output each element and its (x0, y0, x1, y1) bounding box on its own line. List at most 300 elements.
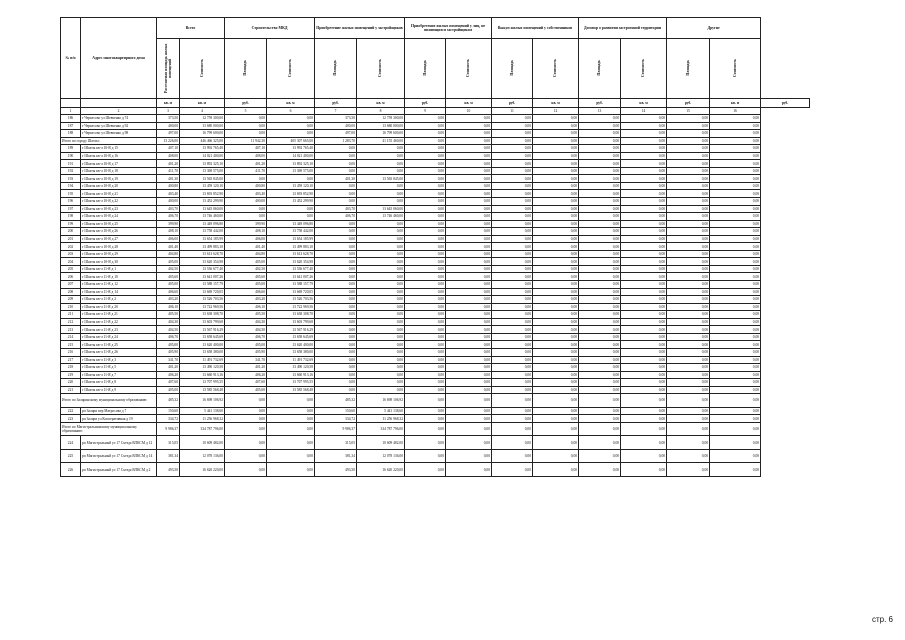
table-row (61, 386, 810, 394)
value-cell: 0,00 (710, 220, 761, 228)
table-row (61, 205, 810, 213)
value-cell: 16 799 600,00 (357, 130, 405, 138)
header-other-cost: Стоимость (710, 39, 761, 99)
value-cell: 0,00 (533, 356, 579, 364)
column-number: 12 (533, 108, 579, 115)
value-cell: 334,72 (157, 415, 180, 423)
value-cell: 13 638 308,70 (180, 311, 225, 319)
value-cell: 0,00 (492, 326, 533, 334)
value-cell: 0,00 (667, 407, 710, 415)
value-cell: 0,00 (315, 235, 357, 243)
row-number: 196 (61, 198, 81, 206)
value-cell: 0,00 (492, 130, 533, 138)
value-cell: 0,00 (405, 303, 446, 311)
value-cell: 5 441 138,60 (180, 407, 225, 415)
value-cell: 0,00 (446, 220, 492, 228)
row-number: 187 (61, 122, 81, 130)
value-cell: 0,00 (621, 364, 667, 372)
value-cell: 0,00 (405, 182, 446, 190)
row-number: 209 (61, 296, 81, 304)
value-cell: 0,00 (446, 364, 492, 372)
value-cell: 0,00 (405, 265, 446, 273)
subtotal-label: Итого по Заларинскому муниципальному образованию: (61, 394, 157, 408)
value-cell: 0,00 (405, 198, 446, 206)
value-cell: 13 722 969,56 (180, 303, 225, 311)
value-cell: 0,00 (621, 273, 667, 281)
value-cell: 0,00 (446, 213, 492, 221)
row-number: 211 (61, 311, 81, 319)
value-cell: 405,60 (225, 273, 267, 281)
value-cell: 0,00 (667, 311, 710, 319)
value-cell: 0,00 (267, 175, 315, 183)
value-cell: 399,90 (225, 220, 267, 228)
value-cell: 0,00 (579, 364, 621, 372)
value-cell: 0,00 (621, 449, 667, 463)
value-cell: 0,00 (667, 122, 710, 130)
value-cell: 0,00 (492, 386, 533, 394)
header-contract-cost: Стоимость (621, 39, 667, 99)
value-cell: 0,00 (533, 311, 579, 319)
value-cell: 0,00 (579, 326, 621, 334)
value-cell: 403,20 (225, 296, 267, 304)
value-cell: 0,00 (579, 182, 621, 190)
value-cell: 0,00 (225, 130, 267, 138)
value-cell: 11 491 732,69 (267, 356, 315, 364)
value-cell: 0,00 (579, 415, 621, 423)
table-row (61, 273, 810, 281)
value-cell: 0,00 (710, 145, 761, 153)
value-cell: 0,00 (357, 386, 405, 394)
value-cell: 0,00 (621, 407, 667, 415)
value-cell: 0,00 (710, 130, 761, 138)
column-number: 1 (61, 108, 81, 115)
value-cell: 0,00 (225, 122, 267, 130)
value-cell: 406,10 (157, 303, 180, 311)
row-number: 224 (61, 436, 81, 450)
value-cell: 13 660 913,16 (267, 371, 315, 379)
value-cell: 403,70 (157, 205, 180, 213)
value-cell: 0,00 (405, 243, 446, 251)
value-cell: 0,00 (579, 167, 621, 175)
column-number: 4 (180, 108, 225, 115)
value-cell: 0,00 (621, 137, 667, 145)
value-cell: 0,00 (533, 182, 579, 190)
value-cell: 406,70 (225, 333, 267, 341)
value-cell: 0,00 (667, 265, 710, 273)
address-cell: г Шахты кв-л 10-Я д 25 (81, 220, 157, 228)
value-cell: 0,00 (710, 281, 761, 289)
value-cell: 0,00 (267, 415, 315, 423)
column-number: 16 (710, 108, 761, 115)
value-cell: 0,00 (405, 311, 446, 319)
row-number: 195 (61, 190, 81, 198)
value-cell: 373,50 (315, 115, 357, 123)
value-cell: 405,00 (225, 386, 267, 394)
value-cell: 0,00 (267, 422, 315, 436)
row-number: 204 (61, 258, 81, 266)
value-cell: 0,00 (357, 364, 405, 372)
value-cell: 0,00 (533, 348, 579, 356)
value-cell: 0,00 (621, 160, 667, 168)
value-cell: 405,90 (225, 348, 267, 356)
value-cell: 0,00 (492, 422, 533, 436)
value-cell: 0,00 (357, 167, 405, 175)
table-row (61, 258, 810, 266)
value-cell: 0,00 (357, 281, 405, 289)
value-cell: 0,00 (357, 333, 405, 341)
table-row (61, 265, 810, 273)
value-cell: 402,50 (225, 265, 267, 273)
value-cell: 0,00 (533, 235, 579, 243)
value-cell: 0,00 (710, 326, 761, 334)
value-cell: 0,00 (710, 311, 761, 319)
value-cell: 0,00 (357, 311, 405, 319)
value-cell: 0,00 (492, 273, 533, 281)
value-cell: 406,70 (315, 213, 357, 221)
value-cell: 13 658 645,69 (267, 333, 315, 341)
value-cell: 0,00 (667, 137, 710, 145)
value-cell: 0,00 (667, 213, 710, 221)
value-cell: 407,10 (157, 145, 180, 153)
value-cell: 13 746 460,00 (357, 213, 405, 221)
value-cell: 404,50 (225, 326, 267, 334)
row-number: 206 (61, 273, 81, 281)
value-cell: 0,00 (621, 348, 667, 356)
value-cell: 0,00 (667, 130, 710, 138)
value-cell: 0,00 (405, 152, 446, 160)
column-number: 10 (446, 108, 492, 115)
value-cell: 0,00 (667, 167, 710, 175)
value-cell: 0,00 (492, 198, 533, 206)
value-cell: 0,00 (710, 463, 761, 477)
value-cell: 0,00 (710, 379, 761, 387)
value-cell: 0,00 (225, 463, 267, 477)
value-cell: 0,00 (533, 394, 579, 408)
value-cell: 0,00 (710, 175, 761, 183)
table-row (61, 228, 810, 236)
header-purchase-other: Приобретение жилых помещений у лиц, не являющихся застройщиком (405, 18, 492, 39)
value-cell: 0,00 (533, 145, 579, 153)
table-row (61, 318, 810, 326)
value-cell: 0,00 (710, 228, 761, 236)
value-cell: 0,00 (667, 115, 710, 123)
header-address: Адрес многоквартирного дома (81, 18, 157, 99)
value-cell: 0,00 (446, 422, 492, 436)
value-cell: 0,00 (446, 175, 492, 183)
value-cell: 0,00 (446, 356, 492, 364)
column-number: 11 (492, 108, 533, 115)
value-cell: 0,00 (667, 228, 710, 236)
value-cell: 0,00 (667, 326, 710, 334)
value-cell: 13 585 568,48 (180, 386, 225, 394)
value-cell: 13 526 703,56 (267, 296, 315, 304)
value-cell: 0,00 (667, 250, 710, 258)
value-cell: 0,00 (492, 394, 533, 408)
address-cell: г Шахты кв-л 11-Я д 22 (81, 318, 157, 326)
header-buyout-cost: Стоимость (533, 39, 579, 99)
value-cell: 0,00 (446, 265, 492, 273)
value-cell: 0,00 (315, 152, 357, 160)
value-cell: 485,32 (157, 394, 180, 408)
value-cell: 0,00 (667, 258, 710, 266)
value-cell: 0,00 (533, 463, 579, 477)
value-cell: 0,00 (579, 265, 621, 273)
value-cell: 0,00 (446, 122, 492, 130)
value-cell: 0,00 (533, 115, 579, 123)
value-cell: 0,00 (446, 152, 492, 160)
units-row (61, 99, 810, 108)
value-cell: 0,00 (446, 407, 492, 415)
value-cell: 150,60 (157, 407, 180, 415)
value-cell: 13 693 852,90 (180, 190, 225, 198)
value-cell: 0,00 (492, 250, 533, 258)
value-cell: 0,00 (579, 436, 621, 450)
page-number: стр. 6 (872, 615, 894, 624)
value-cell: 0,00 (405, 436, 446, 450)
value-cell: 400,80 (225, 182, 267, 190)
subtotal-row (61, 422, 810, 436)
row-number: 203 (61, 250, 81, 258)
value-cell: 0,00 (405, 288, 446, 296)
value-cell: 0,00 (710, 415, 761, 423)
value-cell: 0,00 (621, 243, 667, 251)
value-cell: 0,00 (710, 318, 761, 326)
value-cell: 0,00 (621, 296, 667, 304)
header-total: Всего (157, 18, 225, 39)
value-cell: 0,00 (225, 175, 267, 183)
value-cell: 0,00 (579, 228, 621, 236)
value-cell: 0,00 (533, 198, 579, 206)
value-cell: 0,00 (357, 348, 405, 356)
value-cell: 0,00 (579, 243, 621, 251)
header-other-area: Площадь (667, 39, 710, 99)
value-cell: 9 986,37 (157, 422, 180, 436)
header-other: Другие (667, 18, 761, 39)
value-cell: 13 620 400,00 (267, 341, 315, 349)
value-cell: 0,00 (446, 318, 492, 326)
address-cell: г Шахты кв-л 10-Я д 30 (81, 258, 157, 266)
value-cell: 0,00 (579, 213, 621, 221)
value-cell: 0,00 (533, 130, 579, 138)
value-cell: 0,00 (357, 356, 405, 364)
value-cell: 0,00 (315, 318, 357, 326)
value-cell: 0,00 (492, 145, 533, 153)
row-number: 188 (61, 130, 81, 138)
address-cell: г Шахты кв-л 11-Я д 10 (81, 273, 157, 281)
value-cell: 0,00 (492, 152, 533, 160)
value-cell: 0,00 (579, 205, 621, 213)
value-cell: 13 693 852,90 (267, 190, 315, 198)
value-cell: 12 078 136,00 (357, 449, 405, 463)
value-cell: 497,00 (315, 130, 357, 138)
value-cell: 404,80 (157, 250, 180, 258)
value-cell: 13 641 007,26 (180, 273, 225, 281)
value-cell: 0,00 (357, 273, 405, 281)
value-cell: 0,00 (579, 386, 621, 394)
value-cell: 0,00 (533, 333, 579, 341)
value-cell: 400,00 (157, 122, 180, 130)
value-cell: 0,00 (357, 243, 405, 251)
row-number: 214 (61, 333, 81, 341)
address-cell: г Шахты кв-л 11-Я д 5 (81, 364, 157, 372)
value-cell: 13 669 720,05 (267, 288, 315, 296)
value-cell: 0,00 (710, 371, 761, 379)
value-cell: 0,00 (446, 228, 492, 236)
value-cell: 0,00 (710, 115, 761, 123)
value-cell: 13 680 000,00 (180, 122, 225, 130)
value-cell: 404,80 (225, 250, 267, 258)
table-row (61, 160, 810, 168)
value-cell: 0,00 (357, 296, 405, 304)
value-cell: 13 452 299,90 (180, 198, 225, 206)
value-cell: 0,00 (405, 449, 446, 463)
value-cell: 0,00 (710, 152, 761, 160)
value-cell: 0,00 (621, 288, 667, 296)
value-cell: 0,00 (579, 137, 621, 145)
units-blank (81, 99, 157, 108)
value-cell: 0,00 (315, 333, 357, 341)
value-cell: 0,00 (492, 449, 533, 463)
value-cell: 0,00 (533, 228, 579, 236)
value-cell: 0,00 (492, 167, 533, 175)
value-cell: 0,00 (492, 243, 533, 251)
value-cell: 0,00 (446, 463, 492, 477)
value-cell: 405,50 (157, 311, 180, 319)
value-cell: 0,00 (405, 258, 446, 266)
value-cell: 0,00 (710, 407, 761, 415)
value-cell: 446 466 325,00 (180, 137, 225, 145)
unit-cell: кв. м (180, 99, 225, 108)
value-cell: 0,00 (621, 371, 667, 379)
value-cell: 0,00 (710, 198, 761, 206)
value-cell: 0,00 (667, 394, 710, 408)
row-number: 205 (61, 265, 81, 273)
value-cell: 0,00 (315, 281, 357, 289)
value-cell: 0,00 (621, 341, 667, 349)
value-cell: 0,00 (405, 371, 446, 379)
value-cell: 315,05 (157, 436, 180, 450)
value-cell: 13 588 157,79 (267, 281, 315, 289)
value-cell: 0,00 (446, 281, 492, 289)
row-number: 189 (61, 145, 81, 153)
value-cell: 13 892 325,10 (180, 160, 225, 168)
value-cell: 0,00 (621, 122, 667, 130)
address-cell: г Черкесово ул Шевченко д 92 (81, 122, 157, 130)
value-cell: 405,00 (157, 281, 180, 289)
value-cell: 0,00 (621, 386, 667, 394)
value-cell: 0,00 (357, 250, 405, 258)
value-cell: 0,00 (492, 137, 533, 145)
value-cell: 405,00 (225, 341, 267, 349)
address-cell: г Шахты кв-л 10-Я д 15 (81, 145, 157, 153)
row-number: 221 (61, 386, 81, 394)
value-cell: 0,00 (492, 228, 533, 236)
value-cell: 399,90 (157, 220, 180, 228)
value-cell: 0,00 (267, 407, 315, 415)
table-row (61, 436, 810, 450)
value-cell: 0,00 (357, 379, 405, 387)
column-number: 13 (579, 108, 621, 115)
value-cell: 0,00 (579, 303, 621, 311)
value-cell: 0,00 (315, 371, 357, 379)
value-cell: 0,00 (492, 371, 533, 379)
value-cell: 404,30 (225, 318, 267, 326)
value-cell: 0,00 (710, 122, 761, 130)
value-cell: 0,00 (533, 243, 579, 251)
value-cell: 0,00 (621, 145, 667, 153)
value-cell: 0,00 (267, 115, 315, 123)
value-cell: 0,00 (267, 130, 315, 138)
address-cell: г Черкесово ул Шевченко д 98 (81, 130, 157, 138)
value-cell: 0,00 (667, 333, 710, 341)
value-cell: 0,00 (579, 371, 621, 379)
value-cell: 0,00 (405, 333, 446, 341)
address-cell: г Шахты кв-л 11-Я д 21 (81, 311, 157, 319)
value-cell: 0,00 (405, 407, 446, 415)
value-cell: 0,00 (315, 190, 357, 198)
table-row (61, 333, 810, 341)
value-cell: 0,00 (315, 250, 357, 258)
header-settled-area: Расселяемая площадь жилых помещений (157, 39, 180, 99)
value-cell: 0,00 (315, 145, 357, 153)
table-row (61, 449, 810, 463)
value-cell: 0,00 (357, 198, 405, 206)
value-cell: 408,00 (225, 152, 267, 160)
value-cell: 13 669 720,05 (180, 288, 225, 296)
table-row (61, 130, 810, 138)
value-cell: 0,00 (315, 364, 357, 372)
value-cell: 0,00 (667, 198, 710, 206)
value-cell: 13 613 628,70 (267, 250, 315, 258)
value-cell: 0,00 (667, 220, 710, 228)
value-cell: 406,60 (225, 288, 267, 296)
value-cell: 0,00 (621, 220, 667, 228)
address-cell: г Шахты кв-л 11-Я д 2 (81, 296, 157, 304)
value-cell: 0,00 (579, 311, 621, 319)
value-cell: 0,00 (405, 145, 446, 153)
value-cell: 0,00 (667, 379, 710, 387)
value-cell: 13 613 628,70 (180, 250, 225, 258)
value-cell: 404,30 (157, 318, 180, 326)
row-number: 223 (61, 415, 81, 423)
value-cell: 0,00 (225, 436, 267, 450)
row-number: 193 (61, 175, 81, 183)
value-cell: 0,00 (667, 356, 710, 364)
value-cell: 0,00 (710, 341, 761, 349)
value-cell: 13 565 845,00 (357, 175, 405, 183)
value-cell: 0,00 (267, 449, 315, 463)
value-cell: 13 567 916,29 (180, 326, 225, 334)
value-cell: 0,00 (533, 250, 579, 258)
value-cell: 0,00 (710, 205, 761, 213)
value-cell: 0,00 (533, 364, 579, 372)
value-cell: 334,72 (315, 415, 357, 423)
value-cell: 0,00 (710, 303, 761, 311)
table-row (61, 198, 810, 206)
value-cell: 0,00 (492, 115, 533, 123)
value-cell: 0,00 (579, 348, 621, 356)
value-cell: 0,00 (710, 190, 761, 198)
value-cell: 13 499 883,10 (267, 243, 315, 251)
address-cell: г Черкесово ул Шевченко д 74 (81, 115, 157, 123)
column-number: 6 (267, 108, 315, 115)
value-cell: 401,20 (157, 160, 180, 168)
value-cell: 0,00 (579, 258, 621, 266)
value-cell: 0,00 (533, 273, 579, 281)
table-row (61, 235, 810, 243)
value-cell: 341,70 (157, 356, 180, 364)
subtotal-row (61, 394, 810, 408)
